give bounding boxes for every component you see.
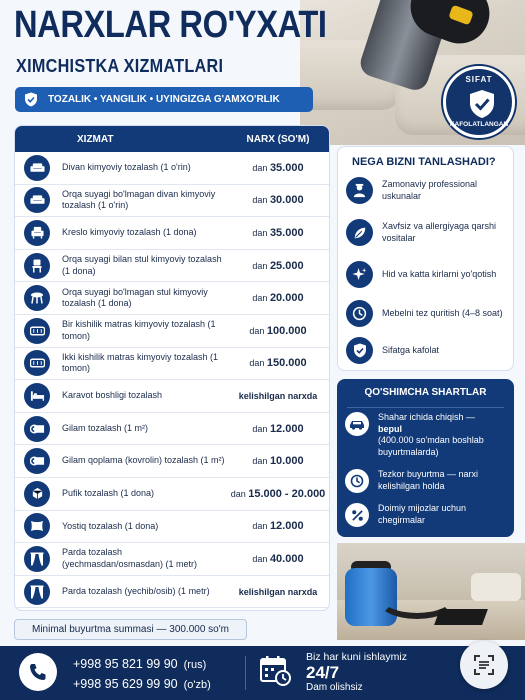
service-price: dan 30.000 <box>252 194 304 207</box>
service-price: dan 35.000 <box>252 161 304 174</box>
extra-conditions-title: QO'SHIMCHA SHARTLAR <box>364 387 487 398</box>
service-price: dan 150.000 <box>249 357 307 370</box>
service-name: Pufik tozalash (1 dona) <box>62 488 155 499</box>
seal-top-text: SIFAT <box>465 75 493 84</box>
service-price: dan 40.000 <box>252 552 304 565</box>
mattress-icon <box>24 318 50 344</box>
service-price: dan 35.000 <box>252 226 304 239</box>
slogan-banner <box>15 87 313 112</box>
service-price: dan 12.000 <box>252 520 304 533</box>
table-row <box>15 608 330 611</box>
table-row <box>15 152 330 185</box>
service-name: Orqa suyagi bo'lmagan stul kimyoviy tozalash (1 dona) <box>62 286 208 309</box>
service-price: kelishilgan narxda <box>238 390 318 401</box>
scan-icon <box>473 654 495 676</box>
seal-bottom-text: KAFOLATLANGAN <box>449 121 509 128</box>
table-row <box>15 315 330 348</box>
table-row <box>15 543 330 576</box>
why-item: Sifatga kafolat <box>346 337 507 364</box>
table-row <box>15 576 330 609</box>
extra-item: Tezkor buyurtma — narxi kelishilgan holda <box>345 469 503 493</box>
extra-conditions-card <box>337 379 514 537</box>
working-hours: Biz har kuni ishlaymiz 24/7 Dam olishsiz <box>306 651 407 693</box>
service-name: Orqa suyagi bo'lmagan divan kimyoviy tozalash (1 o'rin) <box>62 188 216 211</box>
shield-check-icon <box>24 92 38 107</box>
service-name: Bir kishilik matras kimyoviy tozalash (1 tomon) <box>62 319 216 341</box>
clock-icon <box>346 300 373 327</box>
col-price: NARX (SO'M) <box>246 133 310 145</box>
table-row <box>15 282 330 315</box>
min-order-note: Minimal buyurtma summasi — 300.000 so'm <box>14 619 247 640</box>
contact-footer <box>0 646 525 700</box>
calendar-clock-icon <box>259 654 293 688</box>
service-name: Gilam qoplama (kovrolin) tozalash (1 m²) <box>62 455 225 466</box>
stool-icon <box>24 285 50 311</box>
page-subtitle: XIMCHISTKA XIZMATLARI <box>16 56 224 76</box>
why-us-card <box>337 146 514 371</box>
curtain-icon <box>24 579 50 605</box>
service-price: dan 25.000 <box>252 259 304 272</box>
phone-icon <box>19 653 57 691</box>
service-name: Yostiq tozalash (1 dona) <box>62 520 159 531</box>
page-title: NARXLAR RO'YXATI <box>14 4 327 46</box>
chair-icon <box>24 253 50 279</box>
why-item: Mebelni tez quritish (4–8 soat) <box>346 300 507 327</box>
table-row <box>15 511 330 544</box>
armchair-icon <box>24 220 50 246</box>
price-table <box>14 125 330 611</box>
carpet-roll-icon <box>24 448 50 474</box>
table-row <box>15 185 330 218</box>
sofa-icon <box>24 187 50 213</box>
phone-uzb[interactable]: +998 95 629 99 90 (o'zb) <box>73 677 211 691</box>
car-icon <box>345 412 369 436</box>
mattress-icon <box>24 350 50 376</box>
table-row <box>15 478 330 511</box>
photo-carpet-cleaner <box>337 543 525 640</box>
leaf-icon <box>346 219 373 246</box>
service-name: Orqa suyagi bilan stul kimyoviy tozalash (1 dona) <box>62 254 222 276</box>
why-item: Xavfsiz va allergiyaga qarshi vositalar <box>346 219 507 246</box>
pouf-icon <box>24 481 50 507</box>
service-name: Gilam tozalash (1 m²) <box>62 422 149 433</box>
service-price: kelishilgan narxda <box>238 586 318 597</box>
carpet-roll-icon <box>24 416 50 442</box>
table-row <box>15 217 330 250</box>
service-price: dan 20.000 <box>252 292 304 305</box>
curtain-icon <box>24 546 50 572</box>
service-name: Kreslo kimyoviy tozalash (1 dona) <box>62 227 197 238</box>
clock-icon <box>345 469 369 493</box>
table-row <box>15 413 330 446</box>
table-row <box>15 445 330 478</box>
service-name: Ikki kishilik matras kimyoviy tozalash (1 tomon) <box>62 351 219 374</box>
service-name: Parda tozalash (yechmasdan/osmasdan) (1 metr) <box>62 547 198 569</box>
scan-text-button[interactable] <box>460 641 508 689</box>
extra-item: Doimiy mijozlar uchun chegirmalar <box>345 503 503 527</box>
extra-item: Shahar ichida chiqish — bepul (400.000 so'mdan boshlab buyurtmalarda) <box>345 412 503 458</box>
percent-icon <box>345 503 369 527</box>
service-price: dan 10.000 <box>252 455 304 468</box>
table-row <box>15 348 330 381</box>
why-item: Zamonaviy professional uskunalar <box>346 177 507 204</box>
service-name: Parda tozalash (yechib/osib) (1 metr) <box>62 585 210 596</box>
quality-seal <box>443 66 515 138</box>
service-price: dan 15.000 - 20.000 <box>230 487 326 500</box>
table-header <box>15 126 329 152</box>
shield-check-icon <box>468 89 496 119</box>
why-item: Hid va katta kirlarni yo'qotish <box>346 261 507 288</box>
sofa-icon <box>24 155 50 181</box>
bed-icon <box>24 383 50 409</box>
worker-icon <box>346 177 373 204</box>
service-name: Divan kimyoviy tozalash (1 o'rin) <box>62 162 191 173</box>
shield-check-icon <box>346 337 373 364</box>
table-row <box>15 380 330 413</box>
slogan-text: TOZALIK • YANGILIK • UYINGIZGA G'AMXO'RLIK <box>48 94 280 105</box>
table-row <box>15 250 330 283</box>
phone-numbers <box>73 655 211 695</box>
col-service: XIZMAT <box>77 133 114 145</box>
pillow-icon <box>24 513 50 539</box>
phone-rus[interactable]: +998 95 821 99 90 (rus) <box>73 657 207 671</box>
service-price: dan 100.000 <box>249 324 307 337</box>
why-us-title: NEGA BIZNI TANLASHADI? <box>352 156 496 168</box>
sparkle-icon <box>346 261 373 288</box>
service-name: Karavot boshligi tozalash <box>62 390 163 401</box>
service-price: dan 12.000 <box>252 422 304 435</box>
